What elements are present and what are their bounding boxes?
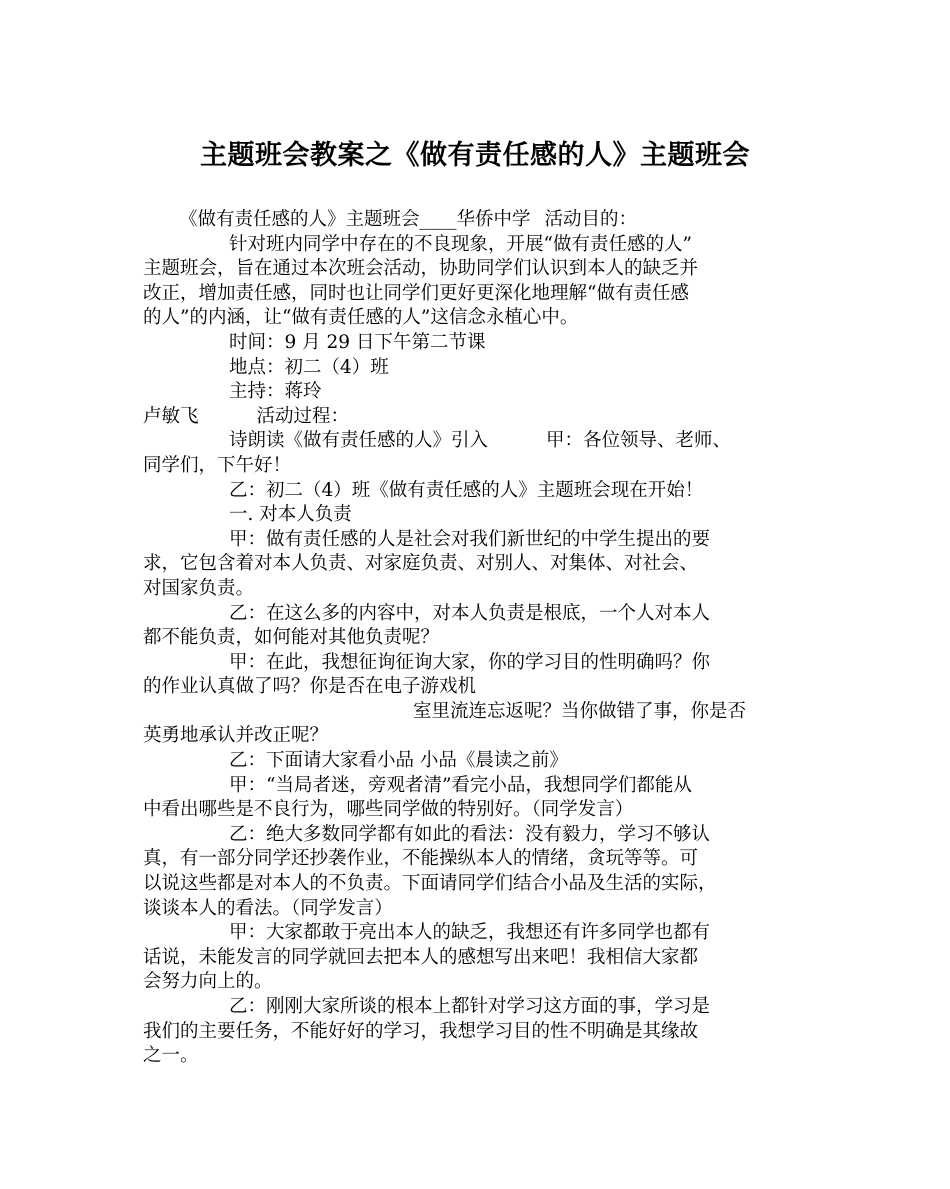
paragraph-line: 同学们，下午好！: [143, 454, 292, 476]
paragraph-line: 都不能负责，如何能对其他负责呢？: [143, 627, 440, 649]
paragraph-line: 乙：刚刚大家所谈的根本上都针对学习这方面的事，学习是: [229, 996, 711, 1017]
document-title: 主题班会教案之《做有责任感的人》主题班会: [200, 140, 750, 171]
paragraph-line: 甲：大家都敢于亮出本人的缺乏，我想还有许多同学也都有: [229, 922, 711, 944]
paragraph-line: 的人”的内涵，让“做有责任感的人”这信念永植心中。: [143, 307, 579, 329]
host-line: 主持：蒋玲: [229, 381, 322, 403]
paragraph-line: 乙：初二（4）班《做有责任感的人》主题班会现在开始！: [229, 479, 704, 501]
dialogue-text: 甲：各位领导、老师、: [546, 430, 732, 452]
intro-text: 诗朗读《做有责任感的人》引入: [229, 430, 489, 452]
paragraph-line: 乙：下面请大家看小品 小品《晨读之前》: [229, 750, 568, 772]
heading-text: 《做有责任感的人》主题班会____华侨中学: [179, 209, 531, 230]
paragraph-line: 之一。: [143, 1045, 199, 1067]
paragraph-line: 求，它包含着对本人负责、对家庭负责、对别人、对集体、对社会、: [143, 553, 699, 575]
location-line: 地点：初二（4）班: [229, 356, 389, 378]
paragraph-line: [143, 429, 815, 454]
paragraph-line: 会努力向上的。: [143, 971, 273, 993]
paragraph-line: 我们的主要任务，不能好好的学习，我想学习目的性不明确是其缘故: [143, 1020, 699, 1042]
paragraph-line: 室里流连忘返呢？当你做错了事，你是否: [413, 700, 747, 722]
paragraph-line: 针对班内同学中存在的不良现象，开展“做有责任感的人”: [229, 233, 692, 255]
paragraph-line: [143, 405, 815, 430]
paragraph-line: 乙：在这么多的内容中，对本人负责是根底，一个人对本人: [229, 602, 711, 624]
host-name: 卢敏飞: [143, 405, 199, 427]
section-label: 活动目的：: [544, 209, 638, 230]
paragraph-line: 甲：“当局者迷，旁观者清”看完小品，我想同学们都能从: [229, 774, 692, 796]
paragraph-line: 真，有一部分同学还抄袭作业，不能操纵本人的情绪，贪玩等等。可: [143, 848, 699, 870]
paragraph-line: 对国家负责。: [143, 577, 255, 599]
paragraph-line: 改正，增加责任感，同时也让同学们更好更深化地理解“做有责任感: [143, 282, 689, 304]
time-line: 时间：9 月 29 日下午第二节课: [229, 331, 486, 353]
paragraph-line: 主题班会，旨在通过本次班会活动，协助同学们认识到本人的缺乏并: [143, 258, 699, 280]
paragraph-line: 英勇地承认并改正呢？: [143, 725, 329, 747]
paragraph-line: 的作业认真做了吗？你是否在电子游戏机: [143, 676, 477, 698]
section-heading: 一. 对本人负责: [229, 504, 352, 526]
section-label: 活动过程：: [256, 405, 350, 427]
paragraph-line: 中看出哪些是不良行为，哪些同学做的特别好。（同学发言）: [143, 799, 634, 821]
paragraph-line: 以说这些都是对本人的不负责。下面请同学们结合小品及生活的实际，: [143, 873, 717, 895]
paragraph-line: 话说，未能发言的同学就回去把本人的感想写出来吧！我相信大家都: [143, 946, 699, 968]
paragraph-line: 乙：绝大多数同学都有如此的看法：没有毅力，学习不够认: [229, 823, 711, 845]
paragraph-line: 甲：做有责任感的人是社会对我们新世纪的中学生提出的要: [229, 528, 711, 550]
paragraph-line: 甲：在此，我想征询征询大家，你的学习目的性明确吗？你: [229, 651, 711, 673]
paragraph-line: [143, 208, 815, 233]
document-body: [143, 208, 815, 1069]
paragraph-line: 谈谈本人的看法。（同学发言）: [143, 897, 393, 919]
